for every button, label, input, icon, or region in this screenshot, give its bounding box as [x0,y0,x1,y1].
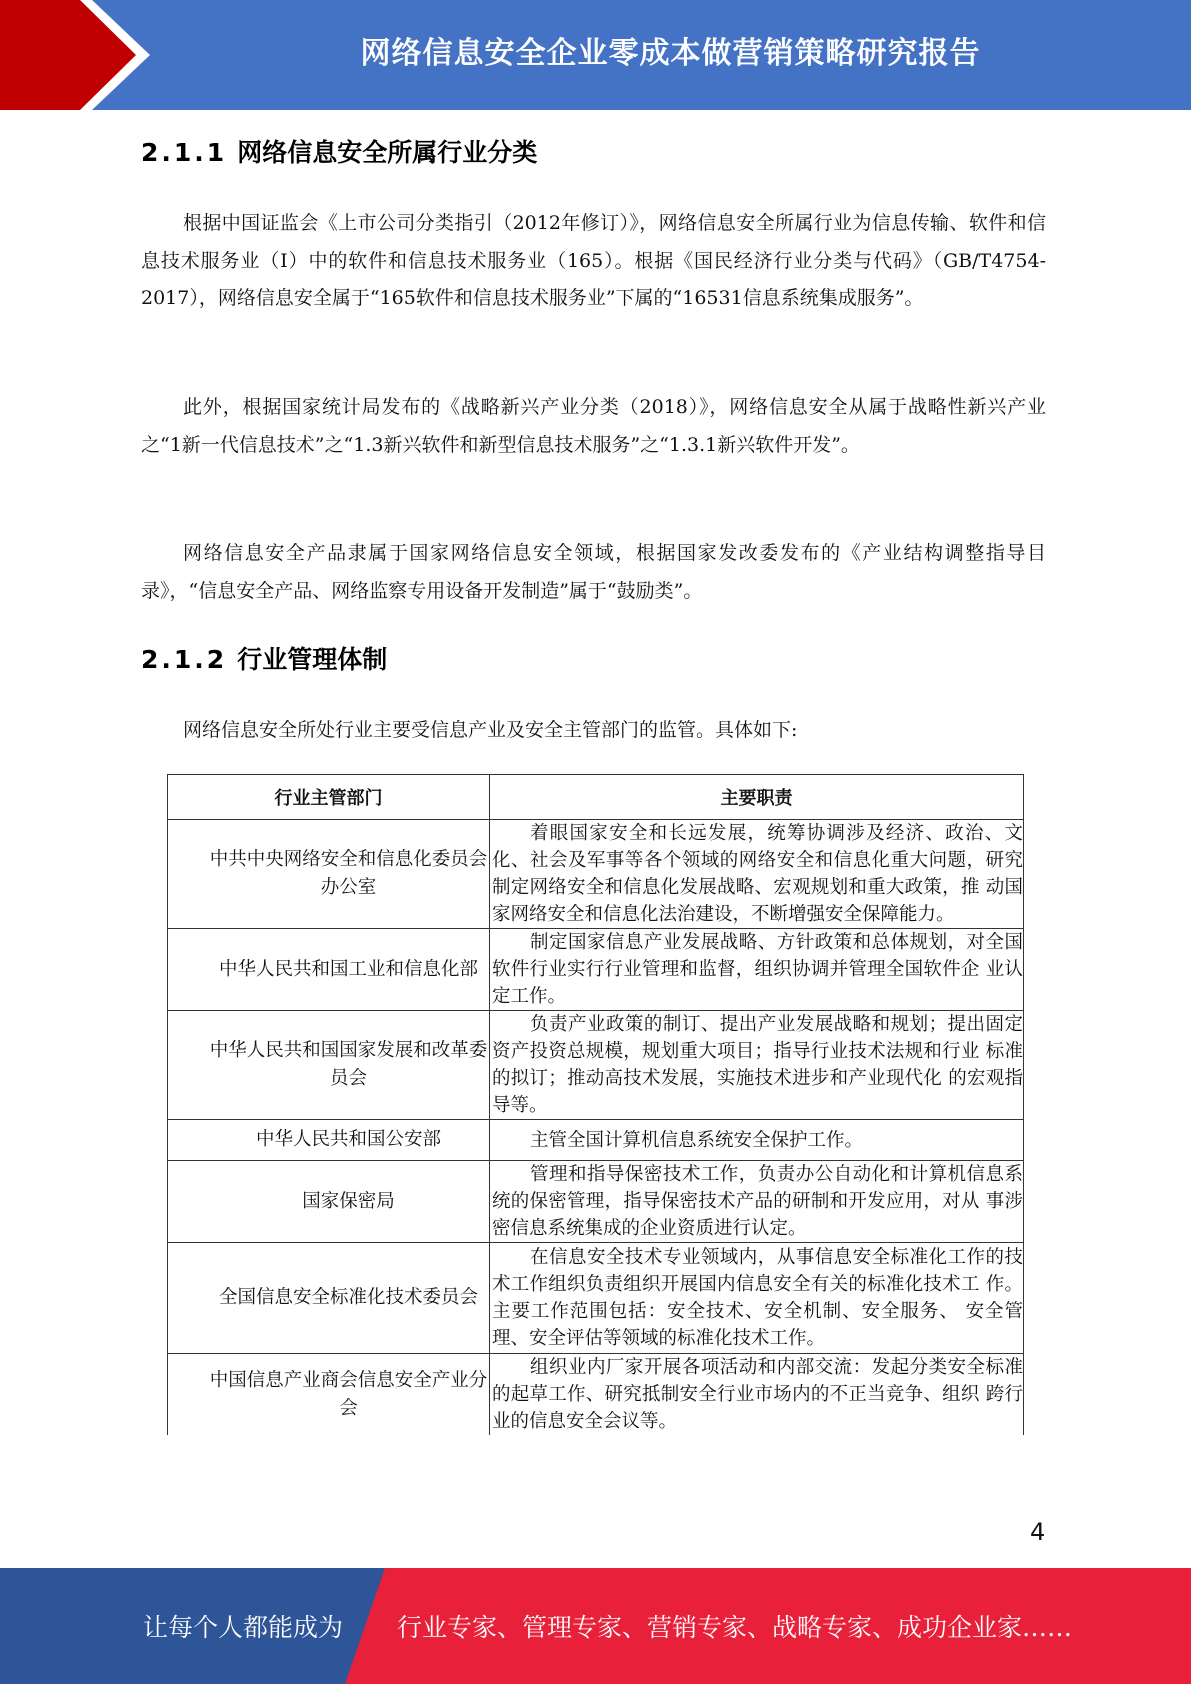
section-title: 行业管理体制 [237,645,388,674]
table-row [168,1011,1024,1120]
department-cell: 中华人民共和国公安部 [168,1120,490,1161]
column-header-department: 行业主管部门 [168,775,490,820]
page-header [0,0,1191,110]
paragraph: 此外，根据国家统计局发布的《战略新兴产业分类（2018）》，网络信息安全从属于战略性新兴产业之“1新一代信息技术”之“1.3新兴软件和新型信息技术服务”之“1.3.1新兴软件开发”。 [141,396,1046,456]
page-number: 4 [1030,1518,1046,1546]
paragraph: 根据中国证监会《上市公司分类指引（2012年修订）》，网络信息安全所属行业为信息传输、软件和信息技术服务业（I）中的软件和信息技术服务业（165）。根据《国民经济行业分类与代码》（GB/T4754-2017），网络信息安全属于“165软件和信息技术服务业”下属的“16531信息系统集成服务”。 [141,212,1046,309]
section-number: 2.1.2 [141,645,228,674]
regulator-table [167,774,1024,1435]
table-row [168,1354,1024,1436]
table-row [168,1161,1024,1243]
section-title: 网络信息安全所属行业分类 [237,138,538,167]
department-cell: 中共中央网络安全和信息化委员会办公室 [168,820,490,929]
duty-cell: 主管全国计算机信息系统安全保护工作。 [490,1120,1024,1161]
section-heading-211 [141,133,537,169]
header-red-chevron [0,0,150,110]
duty-cell: 管理和指导保密技术工作，负责办公自动化和计算机信息系统的保密管理，指导保密技术产品的研制和开发应用，对从 事涉密信息系统集成的企业资质进行认定。 [490,1161,1024,1243]
footer-slogan-left: 让每个人都能成为 [143,1613,344,1642]
table-row [168,820,1024,929]
report-title: 网络信息安全企业零成本做营销策略研究报告 [360,36,981,71]
duty-cell: 制定国家信息产业发展战略、方针政策和总体规划，对全国软件行业实行行业管理和监督，组织协调并管理全国软件企 业认定工作。 [490,929,1024,1011]
duty-cell: 负责产业政策的制订、提出产业发展战略和规划；提出固定资产投资总规模，规划重大项目；指导行业技术法规和行业 标准的拟订；推动高技术发展，实施技术进步和产业现代化 的宏观指导等。 [490,1011,1024,1120]
section-heading-212 [141,640,387,676]
footer-slogan-right: 行业专家、管理专家、营销专家、战略专家、成功企业家…… [397,1613,1073,1642]
department-cell: 全国信息安全标准化技术委员会 [168,1243,490,1354]
page-footer [0,1568,1191,1684]
department-cell: 中华人民共和国国家发展和改革委员会 [168,1011,490,1120]
table-row [168,1243,1024,1354]
duty-cell: 着眼国家安全和长远发展，统筹协调涉及经济、政治、文化、社会及军事等各个领域的网络安全和信息化重大问题，研究 制定网络安全和信息化发展战略、宏观规划和重大政策，推 动国家网络安全和信息化法治建设，不断增强安全保障能力。 [490,820,1024,929]
table-row [168,1120,1024,1161]
section-number: 2.1.1 [141,138,228,167]
table-row [168,929,1024,1011]
table-header-row [168,775,1024,820]
department-cell: 国家保密局 [168,1161,490,1243]
column-header-duty: 主要职责 [490,775,1024,820]
department-cell: 中国信息产业商会信息安全产业分会 [168,1354,490,1436]
department-cell: 中华人民共和国工业和信息化部 [168,929,490,1011]
duty-cell: 组织业内厂家开展各项活动和内部交流：发起分类安全标准的起草工作、研究抵制安全行业市场内的不正当竞争、组织 跨行业的信息安全会议等。 [490,1354,1024,1436]
paragraph: 网络信息安全产品隶属于国家网络信息安全领域，根据国家发改委发布的《产业结构调整指导目录》，“信息安全产品、网络监察专用设备开发制造”属于“鼓励类”。 [141,542,1046,602]
paragraph-intro: 网络信息安全所处行业主要受信息产业及安全主管部门的监管。具体如下: [183,719,798,741]
duty-cell: 在信息安全技术专业领域内，从事信息安全标准化工作的技术工作组织负责组织开展国内信息安全有关的标准化技术工 作。主要工作范围包括：安全技术、安全机制、安全服务、 安全管理、安全评估等领域的标准化技术工作。 [490,1243,1024,1354]
